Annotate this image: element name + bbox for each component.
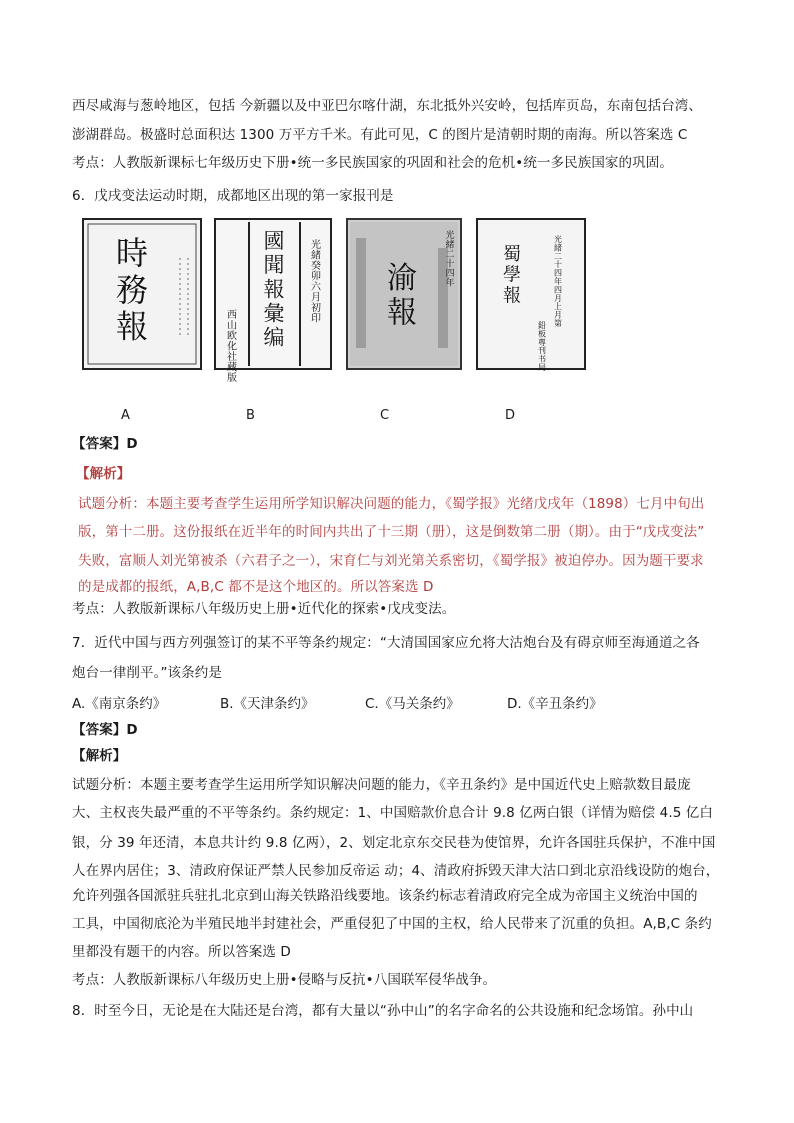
newspaper-image-d	[476, 218, 586, 370]
figure-label-c: C	[380, 408, 390, 423]
analysis-heading-6: 【解析】	[76, 466, 131, 482]
kaodian-line: 考点：人教版新课标八年级历史上册•侵略与反抗•八国联军侵华战争。	[72, 972, 497, 988]
option-c: C.《马关条约》	[365, 696, 460, 712]
analysis-line: 银，分 39 年还清，本息共计约 9.8 亿两），2、划定北京东交民巷为使馆界，允许各国驻兵保护，不准中国	[72, 835, 716, 851]
newspaper-title-d: 蜀學報	[503, 244, 521, 307]
newspaper-stamp-b: 西山欧化社藏版	[227, 310, 237, 384]
analysis-line: 允许列强各国派驻兵驻扎北京到山海关铁路沿线要地。该条约标志着清政府完全成为帝国主义统治中国的	[72, 888, 698, 904]
question-7-cont: 炮台一律削平。”该条约是	[72, 665, 222, 681]
option-a: A.《南京条约》	[72, 696, 167, 712]
analysis-line: 工具，中国彻底沦为半殖民地半封建社会，严重侵犯了中国的主权，给人民带来了沉重的负担。A,B,C 条约	[72, 916, 712, 932]
newspaper-side-d: 光緒二十四年四月上月第	[554, 235, 562, 328]
analysis-line: 试题分析：本题主要考查学生运用所学知识解决问题的能力，《蜀学报》光绪戊戌年（1898）七月中旬出	[78, 496, 705, 512]
text-line: 西尽咸海与葱岭地区，包括 今新疆以及中亚巴尔喀什湖，东北抵外兴安岭，包括库页岛，东南包括台湾、	[72, 98, 702, 114]
newspaper-side-c: 光緒二十四年	[445, 231, 455, 289]
analysis-heading-7: 【解析】	[72, 748, 127, 764]
analysis-line: 试题分析：本题主要考查学生运用所学知识解决问题的能力，《辛丑条约》是中国近代史上赔款数目最庞	[72, 777, 691, 793]
analysis-line: 里都没有题干的内容。所以答案选 D	[72, 944, 291, 960]
analysis-line: 的是成都的报纸，A,B,C 都不是这个地区的。所以答案选 D	[78, 579, 434, 595]
newspaper-image-a	[82, 218, 202, 370]
newspaper-title-b: 國聞報彙编	[263, 229, 285, 350]
question-7: 7．近代中国与西方列强签订的某不平等条约规定：“大清国国家应允将大沽炮台及有碍京师至海通道之各	[72, 635, 700, 651]
newspaper-title-c: 渝報	[387, 261, 417, 331]
analysis-line: 人在界内居住；3、清政府保证严禁人民参加反帝运 动；4、清政府拆毁天津大沽口到北京沿线设防的炮台，	[72, 863, 720, 879]
question-6: 6．戊戌变法运动时期，成都地区出现的第一家报刊是	[72, 188, 394, 204]
figure-label-a: A	[121, 408, 130, 423]
question-8: 8．时至今日，无论是在大陆还是台湾，都有大量以“孙中山”的名字命名的公共设施和纪念场馆。孙中山	[72, 1003, 694, 1019]
figure-label-b: B	[246, 408, 255, 423]
newspaper-stamp-d: 鉛板專刊书局	[538, 321, 546, 372]
kaodian-line: 考点：人教版新课标八年级历史上册•近代化的探索•戊戌变法。	[72, 601, 456, 617]
analysis-line: 大、主权丧失最严重的不平等条约。条约规定：1、中国赔款价息合计 9.8 亿两白银（详情为赔偿 4.5 亿白	[72, 805, 713, 821]
option-b: B.《天津条约》	[220, 696, 315, 712]
answer-7: 【答案】D	[72, 722, 138, 738]
newspaper-image-c	[346, 218, 462, 370]
figure-label-d: D	[505, 408, 516, 423]
answer-6: 【答案】D	[72, 436, 138, 452]
analysis-line: 失败，富顺人刘光第被杀（六君子之一），宋育仁与刘光第关系密切，《蜀学报》被迫停办。因为题干要求	[78, 553, 704, 569]
text-line: 澎湖群岛。极盛时总面积达 1300 万平方千米。有此可见，C 的图片是清朝时期的南海。所以答案选 C	[72, 127, 688, 143]
analysis-line: 版，第十二册。这份报纸在近半年的时间内共出了十三期（册），这是倒数第二册（期）。由于“戊戌变法”	[78, 524, 705, 540]
newspaper-title-a: 時務報	[115, 234, 149, 346]
newspaper-side-b: 光緒癸卯六月初印	[311, 240, 321, 325]
option-d: D.《辛丑条约》	[507, 696, 603, 712]
newspaper-image-b	[214, 218, 332, 384]
kaodian-line: 考点：人教版新课标七年级历史下册•统一多民族国家的巩固和社会的危机•统一多民族国家的巩固。	[72, 155, 673, 171]
